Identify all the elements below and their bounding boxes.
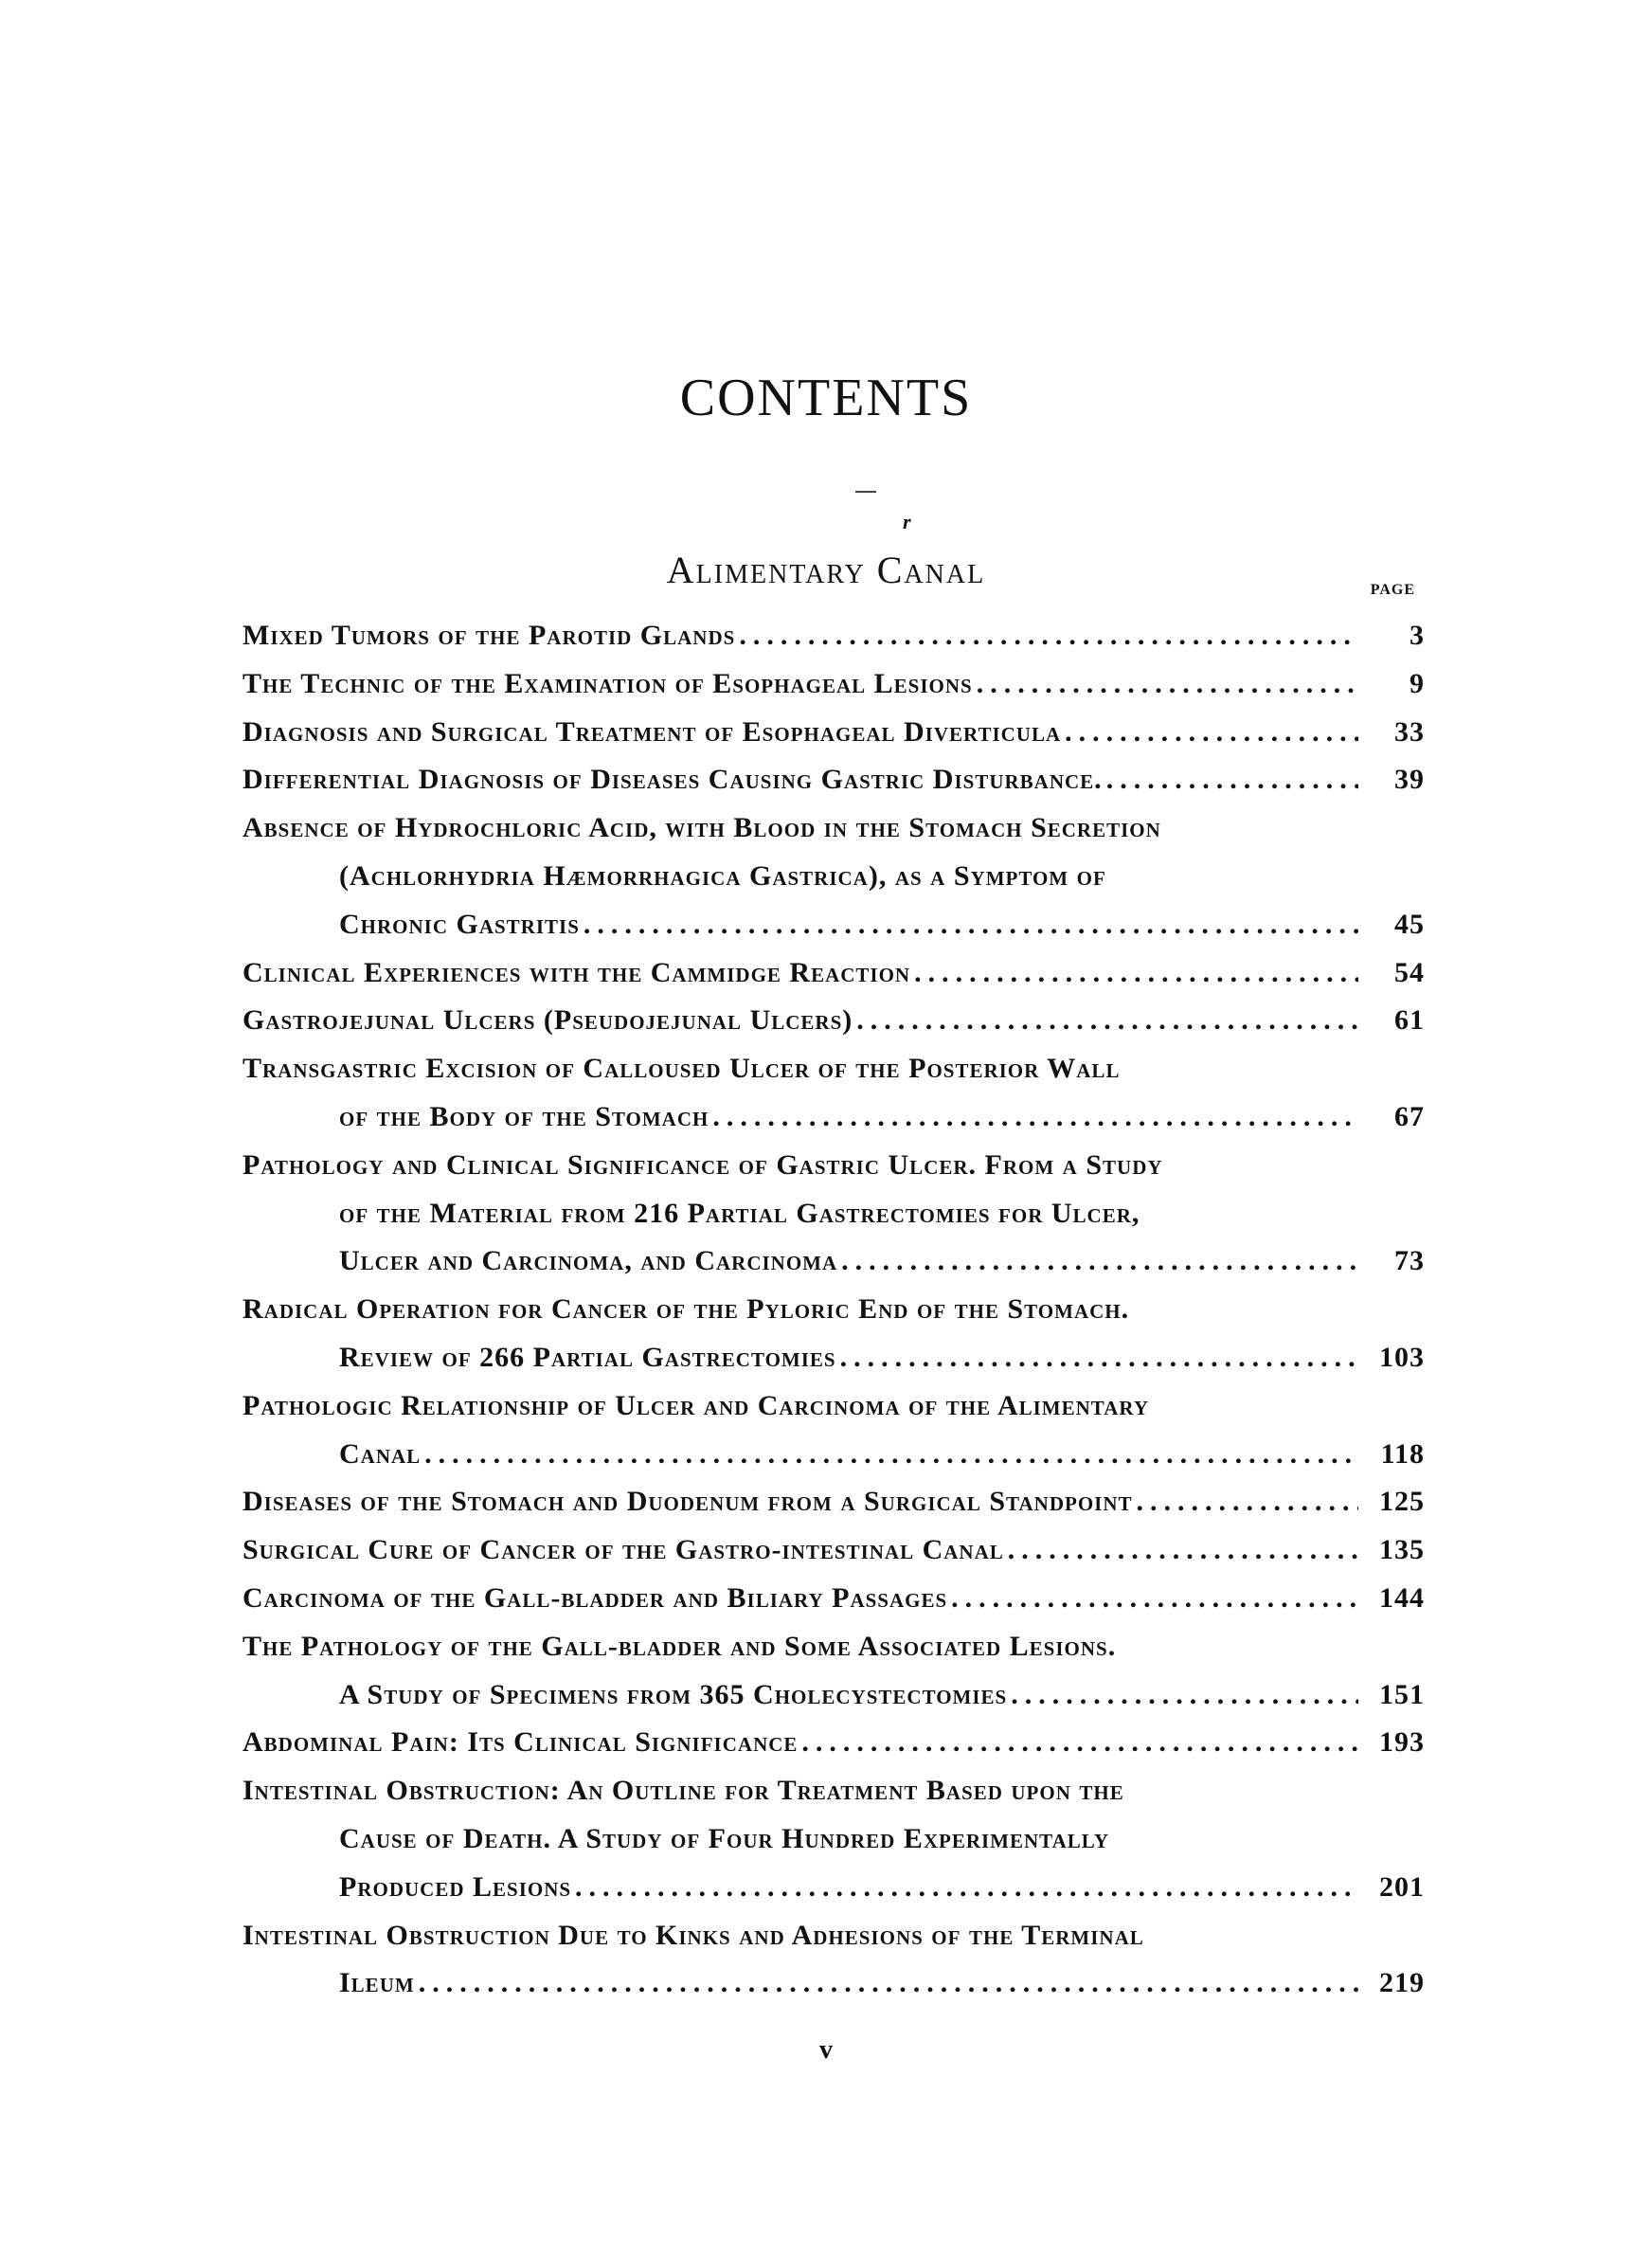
toc-entry-line [242, 1623, 1425, 1671]
toc-entry-title: Absence of Hydrochloric Acid, with Blood in the Stomach Secretion [242, 812, 1161, 844]
toc-page-number: 67 [1394, 1100, 1425, 1132]
toc-entry-line [242, 1767, 1425, 1815]
toc-entry-continuation [242, 1815, 1425, 1864]
toc-page-number: 151 [1379, 1678, 1425, 1710]
toc-page-number: 3 [1410, 620, 1425, 651]
dot-leader [712, 1093, 1358, 1142]
toc-entry-continuation [242, 1237, 1425, 1286]
dot-leader [1106, 756, 1358, 804]
toc-page-number: 9 [1410, 667, 1425, 699]
toc-entry-title: Pathologic Relationship of Ulcer and Carcinoma of the Alimentary [242, 1389, 1149, 1421]
dot-leader [977, 660, 1358, 709]
toc-entry[interactable] [242, 612, 1425, 660]
section-heading: Alimentary Canal [666, 549, 986, 591]
toc-page-number: 193 [1379, 1726, 1425, 1759]
dot-leader [419, 1959, 1358, 2008]
toc-entry-title: The Pathology of the Gall-bladder and Some Associated Lesions. [242, 1630, 1117, 1662]
toc-entry-title: Cause of Death. A Study of Four Hundred Experimentally [339, 1822, 1110, 1854]
toc-entry-title: of the Body of the Stomach [339, 1100, 709, 1132]
toc-entry[interactable] [242, 1382, 1425, 1479]
toc-page-number: 103 [1379, 1341, 1425, 1373]
toc-entry-line [242, 1478, 1425, 1526]
toc-page-number: 219 [1379, 1967, 1425, 1999]
toc-page-number: 125 [1379, 1486, 1425, 1518]
toc-entry-line [242, 1719, 1425, 1767]
toc-entry-continuation [242, 1959, 1425, 2008]
toc-entry-continuation [242, 1671, 1425, 1720]
toc-entry-title: Diagnosis and Surgical Treatment of Esophageal Diverticula [242, 715, 1062, 748]
toc-entry-line [242, 756, 1425, 804]
toc-entry-title: Produced Lesions [339, 1870, 572, 1903]
toc-entry[interactable] [242, 1286, 1425, 1382]
toc-entry-title: Pathology and Clinical Significance of Gastric Ulcer. From a Study [242, 1148, 1163, 1181]
dot-leader [424, 1431, 1358, 1479]
page-title: CONTENTS [679, 369, 973, 427]
toc-entry[interactable] [242, 949, 1425, 998]
dot-leader [801, 1719, 1358, 1767]
toc-entry-title: Surgical Cure of Cancer of the Gastro-intestinal Canal [242, 1534, 1004, 1566]
toc-entry-line [242, 1142, 1425, 1190]
toc-entry[interactable] [242, 756, 1425, 804]
dot-leader [1137, 1478, 1359, 1526]
toc-entry-title: (Achlorhydria Hæmorrhagica Gastrica), as a Symptom of [339, 859, 1106, 892]
toc-entry-title: Review of 266 Partial Gastrectomies [339, 1341, 836, 1373]
toc-entry-line [242, 1912, 1425, 1960]
table-of-contents [242, 612, 1425, 2008]
dot-leader [951, 1575, 1358, 1623]
toc-entry-title: Ileum [339, 1967, 415, 1999]
page-column-label: PAGE [1370, 582, 1415, 598]
toc-entry-line [242, 660, 1425, 709]
title-rule [855, 491, 876, 493]
toc-entry-line [242, 804, 1425, 853]
toc-entry[interactable] [242, 1719, 1425, 1767]
toc-entry[interactable] [242, 1767, 1425, 1911]
toc-entry[interactable] [242, 1575, 1425, 1623]
toc-entry-line [242, 949, 1425, 998]
toc-entry-line [242, 997, 1425, 1045]
toc-entry-continuation [242, 1093, 1425, 1142]
toc-page-number: 61 [1394, 1004, 1425, 1037]
toc-entry-title: Chronic Gastritis [339, 908, 580, 940]
toc-page-number: 54 [1394, 956, 1425, 988]
toc-entry[interactable] [242, 1526, 1425, 1575]
toc-entry-title: Gastrojejunal Ulcers (Pseudojejunal Ulcers) [242, 1004, 853, 1037]
toc-entry-title: Clinical Experiences with the Cammidge Reaction [242, 956, 911, 988]
toc-entry-title: Intestinal Obstruction: An Outline for Treatment Based upon the [242, 1775, 1124, 1807]
dot-leader [575, 1864, 1358, 1912]
toc-entry-title: A Study of Specimens from 365 Cholecystectomies [339, 1678, 1008, 1710]
toc-entry[interactable] [242, 1623, 1425, 1720]
dot-leader [841, 1237, 1358, 1286]
toc-entry-continuation [242, 1864, 1425, 1912]
toc-entry-line [242, 709, 1425, 757]
toc-entry-continuation [242, 1334, 1425, 1382]
toc-page-number: 73 [1394, 1245, 1425, 1277]
toc-entry-title: of the Material from 216 Partial Gastrectomies for Ulcer, [339, 1197, 1140, 1229]
toc-entry-title: Carcinoma of the Gall-bladder and Biliary Passages [242, 1581, 948, 1614]
toc-entry[interactable] [242, 1478, 1425, 1526]
toc-entry[interactable] [242, 804, 1425, 948]
toc-entry-line [242, 1286, 1425, 1334]
toc-entry[interactable] [242, 709, 1425, 757]
toc-entry-title: Ulcer and Carcinoma, and Carcinoma [339, 1245, 838, 1277]
page-folio: v [819, 2035, 833, 2065]
toc-entry-title: Intestinal Obstruction Due to Kinks and Adhesions of the Terminal [242, 1919, 1144, 1951]
toc-entry-line [242, 612, 1425, 660]
toc-entry-title: Radical Operation for Cancer of the Pyloric End of the Stomach. [242, 1293, 1130, 1326]
toc-entry-line [242, 1382, 1425, 1431]
toc-entry[interactable] [242, 1142, 1425, 1286]
toc-entry[interactable] [242, 1045, 1425, 1142]
toc-page-number: 33 [1394, 715, 1425, 748]
toc-entry-title: Differential Diagnosis of Diseases Causing Gastric Disturbance. [242, 764, 1103, 796]
toc-entry-continuation [242, 853, 1425, 901]
toc-entry-title: Abdominal Pain: Its Clinical Significance [242, 1726, 799, 1759]
toc-page-number: 201 [1379, 1870, 1425, 1903]
toc-entry[interactable] [242, 997, 1425, 1045]
toc-page-number: 39 [1394, 764, 1425, 796]
toc-entry-line [242, 1526, 1425, 1575]
toc-entry-continuation [242, 901, 1425, 949]
dot-leader [1011, 1671, 1358, 1720]
toc-page-number: 135 [1379, 1534, 1425, 1566]
dot-leader [739, 612, 1358, 660]
toc-entry-line [242, 1045, 1425, 1093]
dot-leader [1008, 1526, 1358, 1575]
toc-entry-title: Diseases of the Stomach and Duodenum from a Surgical Standpoint [242, 1486, 1133, 1518]
toc-page-number: 45 [1394, 908, 1425, 940]
toc-entry-title: Canal [339, 1437, 422, 1470]
toc-entry[interactable] [242, 1912, 1425, 2009]
dot-leader [584, 901, 1358, 949]
dot-leader [1065, 709, 1358, 757]
toc-page-number: 144 [1379, 1581, 1425, 1614]
dot-leader [856, 997, 1358, 1045]
toc-entry-title: Mixed Tumors of the Parotid Glands [242, 620, 736, 651]
toc-entry-line [242, 1575, 1425, 1623]
printer-mark: r [903, 510, 911, 533]
toc-page-number: 118 [1380, 1437, 1425, 1470]
toc-entry-continuation [242, 1431, 1425, 1479]
toc-entry-title: The Technic of the Examination of Esophageal Lesions [242, 667, 973, 699]
dot-leader [840, 1334, 1358, 1382]
toc-entry-title: Transgastric Excision of Calloused Ulcer of the Posterior Wall [242, 1053, 1121, 1085]
toc-entry-continuation [242, 1190, 1425, 1238]
toc-entry[interactable] [242, 660, 1425, 709]
dot-leader [914, 949, 1358, 998]
